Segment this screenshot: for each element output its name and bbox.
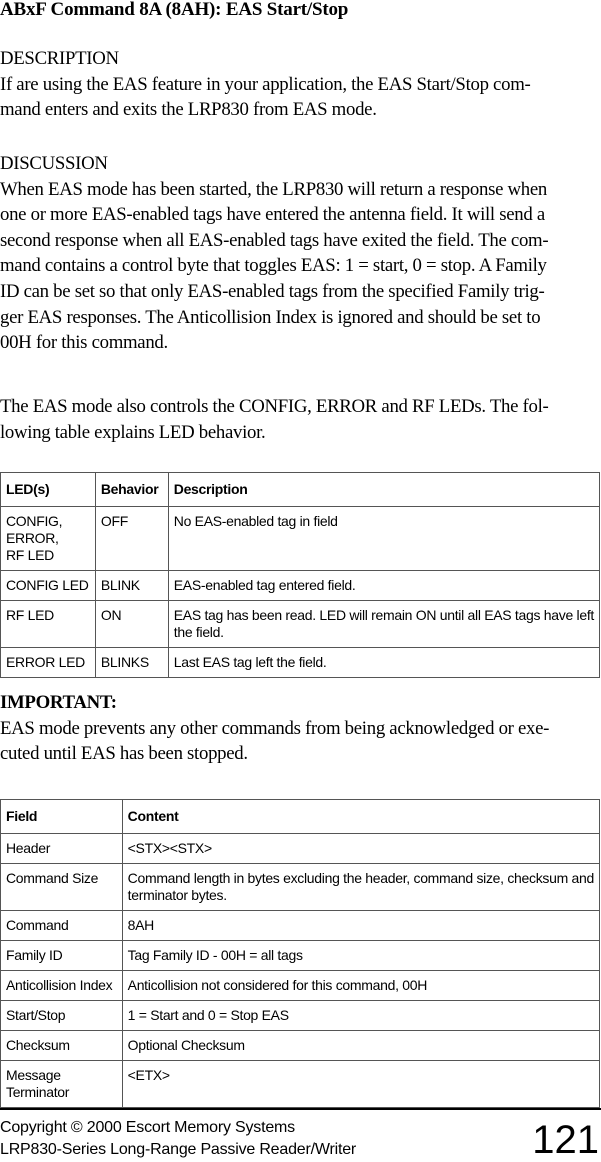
led-cell-line: ERROR,: [6, 530, 59, 546]
table-row: [1, 571, 600, 601]
column-header: Behavior: [95, 473, 168, 507]
content-cell-line: Anticollision not considered for this command, 00H: [127, 977, 428, 993]
column-header: Field: [1, 800, 123, 834]
description-line: mand enters and exits the LRP830 from EAS mode.: [0, 99, 377, 121]
content-cell: [122, 971, 599, 1001]
field-cell: Message Terminator: [1, 1061, 123, 1108]
content-cell: [122, 834, 599, 864]
field-cell: Header: [1, 834, 123, 864]
description-cell: [168, 648, 599, 678]
content-cell-line: <ETX>: [127, 1067, 170, 1083]
field-cell: Command Size: [1, 864, 123, 911]
table-header-row: [1, 800, 600, 834]
content-cell: [122, 911, 599, 941]
discussion-line: 00H for this command.: [0, 332, 168, 354]
led-intro-line: lowing table explains LED behavior.: [0, 421, 266, 443]
field-cell: Command: [1, 911, 123, 941]
behavior-cell: BLINKS: [95, 648, 168, 678]
led-cell-line: RF LED: [6, 547, 54, 563]
description-cell-line: No EAS-enabled tag in field: [173, 513, 338, 529]
footer-copyright: Copyright © 2000 Escort Memory Systems: [0, 1119, 295, 1136]
field-cell: Checksum: [1, 1031, 123, 1061]
content-cell-line: Tag Family ID - 00H = all tags: [127, 947, 303, 963]
content-cell-line: 8AH: [127, 917, 154, 933]
description-section: [0, 46, 601, 123]
description-cell-line: EAS tag has been read. LED will remain ON until all EAS tags have left: [173, 607, 594, 623]
description-cell-line: the field.: [173, 624, 224, 640]
content-cell: [122, 1031, 599, 1061]
important-line: EAS mode prevents any other commands from being acknowledged or exe-: [0, 717, 550, 739]
table-row: [1, 911, 600, 941]
discussion-label: DISCUSSION: [0, 153, 108, 174]
content-cell: [122, 864, 599, 911]
field-cell: Family ID: [1, 941, 123, 971]
footer-divider: [0, 1108, 601, 1110]
field-cell: Anticollision Index: [1, 971, 123, 1001]
discussion-section: [0, 151, 601, 356]
discussion-line: one or more EAS-enabled tags have entered the antenna field. It will send a: [0, 204, 545, 226]
page-title: ABxF Command 8A (8AH): EAS Start/Stop: [0, 0, 349, 20]
led-cell: [1, 648, 96, 678]
led-intro-line: The EAS mode also controls the CONFIG, ERROR and RF LEDs. The fol-: [0, 396, 549, 417]
discussion-line: When EAS mode has been started, the LRP830 will return a response when: [0, 178, 547, 200]
led-behavior-table: [0, 472, 600, 678]
description-cell-line: EAS-enabled tag entered field.: [173, 577, 356, 593]
led-cell-line: ERROR LED: [6, 654, 85, 670]
table-row: [1, 971, 600, 1001]
table-row: [1, 1031, 600, 1061]
discussion-line: second response when all EAS-enabled tags have exited the field. The com-: [0, 229, 549, 251]
table-header-row: [1, 473, 600, 507]
description-line: If are using the EAS feature in your application, the EAS Start/Stop com-: [0, 73, 531, 95]
table-row: [1, 864, 600, 911]
column-header: LED(s): [1, 473, 96, 507]
content-cell-line: <STX><STX>: [127, 840, 212, 856]
description-cell: [168, 571, 599, 601]
table-row: [1, 601, 600, 648]
discussion-line: ID can be set so that only EAS-enabled tags from the specified Family trig-: [0, 280, 545, 302]
column-header: Content: [122, 800, 599, 834]
discussion-line: ger EAS responses. The Anticollision Index is ignored and should be set to: [0, 306, 541, 328]
important-label: IMPORTANT:: [0, 692, 117, 713]
behavior-cell: BLINK: [95, 571, 168, 601]
led-cell-line: CONFIG LED: [6, 577, 89, 593]
content-cell: [122, 941, 599, 971]
description-cell: [168, 601, 599, 648]
behavior-cell: ON: [95, 601, 168, 648]
table-row: [1, 834, 600, 864]
description-label: DESCRIPTION: [0, 48, 119, 69]
led-cell-line: RF LED: [6, 607, 54, 623]
table-row: [1, 648, 600, 678]
description-cell: [168, 507, 599, 571]
content-cell: [122, 1061, 599, 1108]
led-cell: [1, 507, 96, 571]
led-cell: [1, 601, 96, 648]
led-intro-section: [0, 394, 601, 445]
content-cell-line: terminator bytes.: [127, 887, 227, 903]
table-row: [1, 1061, 600, 1108]
table-row: [1, 941, 600, 971]
important-line: cuted until EAS has been stopped.: [0, 743, 248, 765]
content-cell-line: Optional Checksum: [127, 1037, 245, 1053]
table-row: [1, 507, 600, 571]
description-cell-line: Last EAS tag left the field.: [173, 654, 327, 670]
column-header: Description: [168, 473, 599, 507]
footer-product: LRP830-Series Long-Range Passive Reader/Writer: [0, 1141, 357, 1158]
discussion-line: mand contains a control byte that toggles EAS: 1 = start, 0 = stop. A Family: [0, 255, 547, 277]
important-section: [0, 690, 601, 767]
content-cell-line: 1 = Start and 0 = Stop EAS: [127, 1007, 289, 1023]
behavior-cell: OFF: [95, 507, 168, 571]
command-field-table: [0, 799, 600, 1108]
page-number: 121: [532, 1118, 599, 1162]
content-cell-line: Command length in bytes excluding the header, command size, checksum and: [127, 870, 594, 886]
content-cell: [122, 1001, 599, 1031]
table-row: [1, 1001, 600, 1031]
led-cell-line: CONFIG,: [6, 513, 63, 529]
field-cell: Start/Stop: [1, 1001, 123, 1031]
led-cell: [1, 571, 96, 601]
